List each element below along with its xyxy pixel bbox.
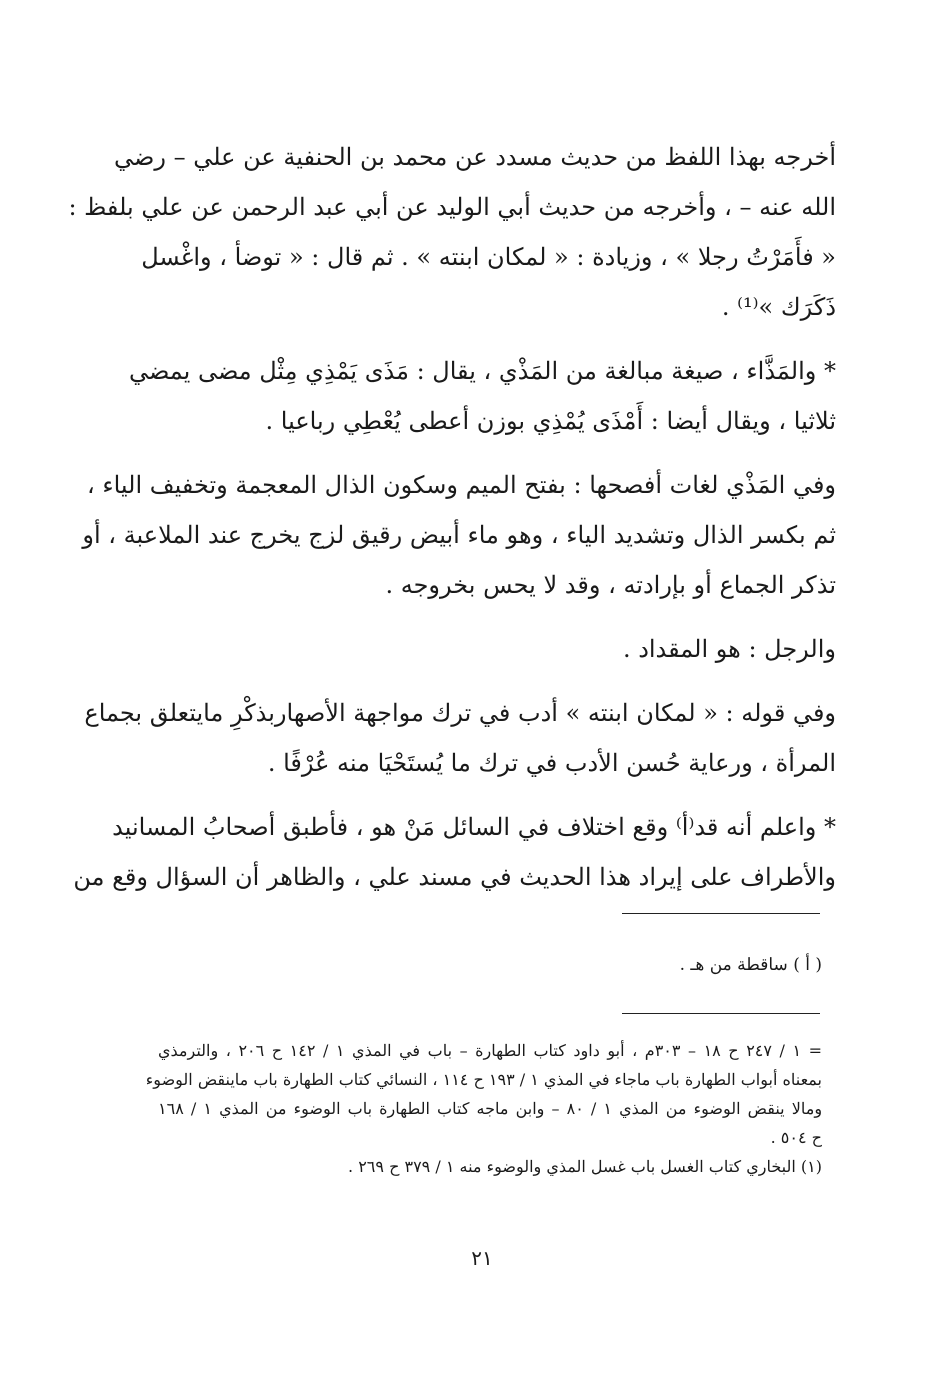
footnote-divider — [622, 1013, 820, 1014]
text-line: وفي المَذْي لغات أفصحها : بفتح الميم وسكون الذال المعجمة وتخفيف الياء ، — [86, 471, 836, 499]
text-line: والرجل : هو المقداد . — [622, 635, 836, 663]
text-line: ذَكَرَك »⁽¹⁾ . — [721, 293, 836, 321]
footnote-line: ح ٥٠٤ . — [770, 1128, 822, 1147]
paragraph-the-man — [160, 624, 836, 674]
page-number: ٢١ — [471, 1246, 493, 1270]
paragraph-manners — [84, 688, 836, 788]
footnotes — [145, 1036, 823, 1181]
paragraph-questioner — [73, 802, 836, 902]
paragraph-hadith-source — [68, 132, 836, 332]
footnote-line: (١) البخاري كتاب الغسل باب غسل المذي والوضوء منه ١ / ٣٧٩ ح ٢٦٩ . — [348, 1157, 822, 1176]
text-line: * والمَذَّاء ، صيغة مبالغة من المَذْي ، يقال : مَذَى يَمْذِي مِثْل مضى يمضي — [128, 357, 836, 385]
text-line: تذكر الجماع أو بإرادته ، وقد لا يحس بخروجه . — [385, 571, 836, 599]
text-line: المرأة ، ورعاية حُسن الأدب في ترك ما يُستَحْيَا منه عُرْفًا . — [267, 749, 836, 777]
footnote-line: ومالا ينقض الوضوء من المذي ١ / ٨٠ – وابن ماجه كتاب الطهارة باب الوضوء من المذي ١ / ١٦٨ — [158, 1099, 823, 1118]
variant-note: ( أ ) ساقطة من هـ . — [679, 955, 822, 975]
footnote-line: = ١ / ٢٤٧ ح ١٨ – ٣٠٣م ، أبو داود كتاب الطهارة – باب في المذي ١ / ١٤٢ ح ٢٠٦ ، والترمذي — [158, 1041, 822, 1060]
paragraph-madhdha — [128, 346, 836, 446]
text-line: وفي قوله : « لمكان ابنته » أدب في ترك مواجهة الأصهاربذكْرِ مايتعلق بجماع — [84, 699, 836, 727]
text-line: أخرجه بهذا اللفظ من حديث مسدد عن محمد بن الحنفية عن علي – رضي — [114, 143, 836, 171]
text-line: ثم بكسر الذال وتشديد الياء ، وهو ماء أبيض رقيق لزج يخرج عند الملاعبة ، أو — [82, 521, 836, 549]
text-line: الله عنه – ، وأخرجه من حديث أبي الوليد عن أبي عبد الرحمن عن علي بلفظ : — [68, 193, 836, 221]
footnote-line: بمعناه أبواب الطهارة باب ماجاء في المذي ١ / ١٩٣ ح ١١٤ ، النسائي كتاب الطهارة باب ماينقض الوضوء — [145, 1070, 822, 1089]
text-line: ثلاثيا ، ويقال أيضا : أَمْذَى يُمْذِي بوزن أعطى يُعْطِي رباعيا . — [265, 407, 836, 435]
text-line: والأطراف على إيراد هذا الحديث في مسند علي ، والظاهر أن السؤال وقع من — [73, 863, 836, 891]
paragraph-madhy-dialects — [82, 460, 836, 610]
text-line: « فأَمَرْتُ رجلا » ، وزيادة : « لمكان ابنته » . ثم قال : « توضأ ، واغْسل — [141, 243, 836, 271]
text-line: * واعلم أنه قد⁽أ⁾ وقع اختلاف في السائل مَنْ هو ، فأطبق أصحابُ المسانيد — [112, 813, 836, 841]
main-text — [68, 132, 836, 902]
footnote-divider — [622, 913, 820, 914]
